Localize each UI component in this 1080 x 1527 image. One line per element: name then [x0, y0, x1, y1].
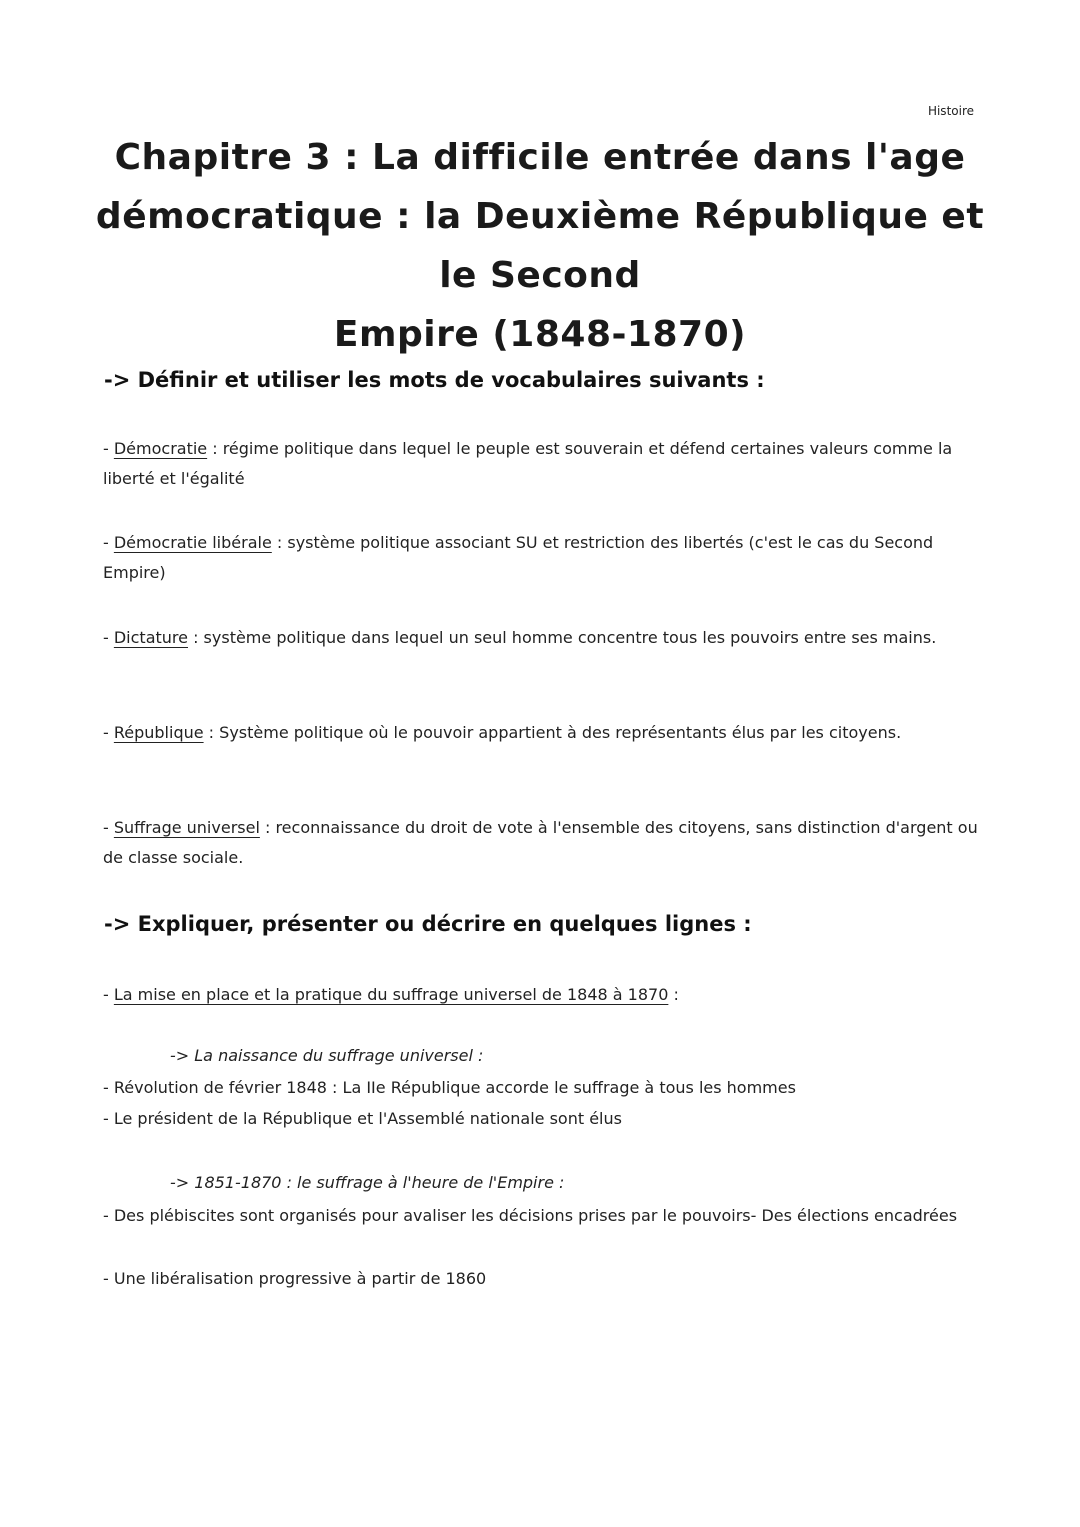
- vocabulary-heading: -> Définir et utiliser les mots de vocabulaires suivants :: [104, 368, 765, 392]
- topic-line: - La mise en place et la pratique du suffrage universel de 1848 à 1870 :: [103, 985, 679, 1004]
- vocab-entry: - Démocratie libérale : système politique associant SU et restriction des libertés (c'est le cas du Second Empire): [103, 533, 934, 582]
- bullet-line: - Le président de la République et l'Assemblé nationale sont élus: [103, 1109, 622, 1128]
- subsection-heading: -> 1851-1870 : le suffrage à l'heure de l'Empire :: [170, 1173, 565, 1192]
- vocab-definition: régime politique dans lequel le peuple est souverain et défend certaines valeurs comme la liberté et l'égalité: [103, 439, 953, 488]
- vocab-term: Dictature: [113, 628, 188, 647]
- explain-heading: -> Expliquer, présenter ou décrire en quelques lignes :: [104, 912, 752, 936]
- chapter-title: [90, 128, 990, 364]
- vocab-term: Suffrage universel: [113, 818, 260, 837]
- vocab-entry: - Dictature : système politique dans lequel un seul homme concentre tous les pouvoirs entre ses mains.: [103, 628, 937, 647]
- vocab-term: République: [113, 723, 204, 742]
- vocab-definition: Système politique où le pouvoir appartient à des représentants élus par les citoyens.: [219, 723, 902, 742]
- vocab-definition: système politique associant SU et restriction des libertés (c'est le cas du Second Empire): [103, 533, 934, 582]
- vocab-entry: - République : Système politique où le pouvoir appartient à des représentants élus par les citoyens.: [103, 723, 902, 742]
- subject-label: Histoire: [927, 104, 974, 118]
- title-line-2: démocratique : la Deuxième République et le Second: [95, 196, 985, 296]
- vocab-entry: - Démocratie : régime politique dans lequel le peuple est souverain et défend certaines valeurs comme la liberté et l'égalité: [103, 439, 953, 488]
- title-line-3: Empire (1848-1870): [333, 314, 747, 355]
- vocab-definition: reconnaissance du droit de vote à l'ensemble des citoyens, sans distinction d'argent ou de classe sociale.: [103, 818, 978, 867]
- topic-title: La mise en place et la pratique du suffrage universel de 1848 à 1870: [113, 985, 669, 1004]
- vocab-entry: - Suffrage universel : reconnaissance du droit de vote à l'ensemble des citoyens, sans distinction d'argent ou de classe sociale.: [103, 818, 978, 867]
- subsection-heading: -> La naissance du suffrage universel :: [170, 1046, 484, 1065]
- bullet-line: - Des plébiscites sont organisés pour avaliser les décisions prises par le pouvoirs- Des élections encadrées: [103, 1206, 958, 1225]
- bullet-line: - Révolution de février 1848 : La IIe République accorde le suffrage à tous les hommes: [103, 1078, 796, 1097]
- vocab-term: Démocratie: [113, 439, 208, 458]
- vocab-definition: système politique dans lequel un seul homme concentre tous les pouvoirs entre ses mains.: [203, 628, 937, 647]
- title-line-1: Chapitre 3 : La difficile entrée dans l'age: [114, 137, 966, 178]
- bullet-line: - Une libéralisation progressive à partir de 1860: [103, 1269, 487, 1288]
- vocab-term: Démocratie libérale: [113, 533, 272, 552]
